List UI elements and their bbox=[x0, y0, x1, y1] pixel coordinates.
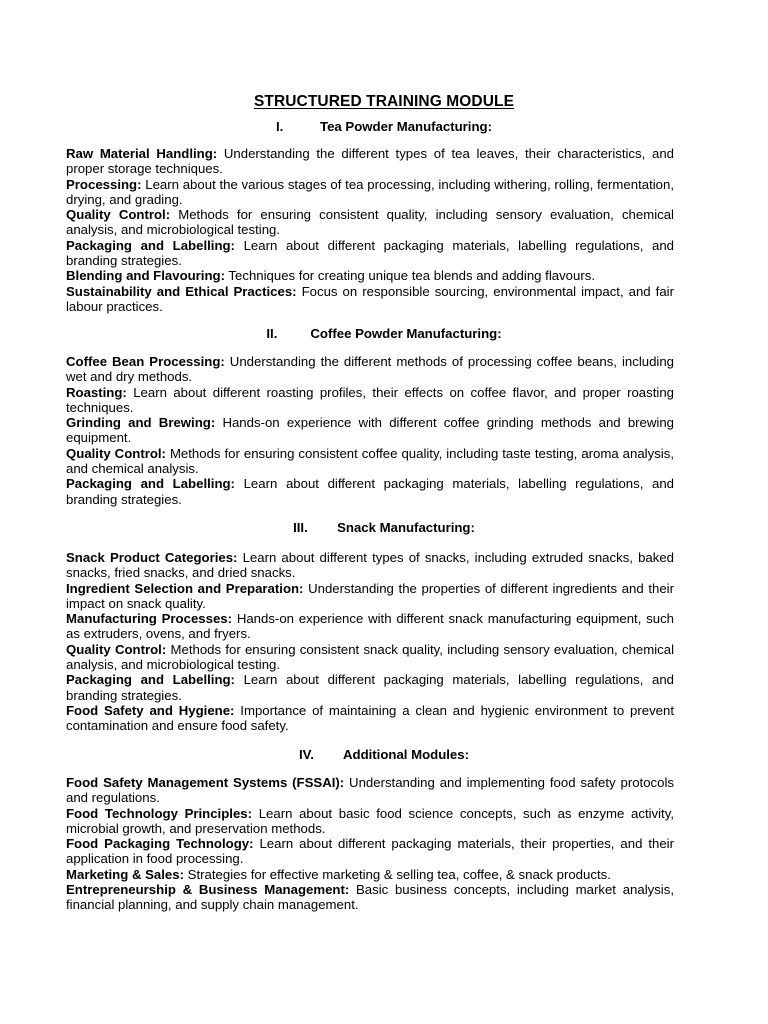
list-item bbox=[66, 867, 674, 882]
section-body bbox=[66, 354, 674, 507]
list-item bbox=[66, 611, 674, 642]
section-heading bbox=[0, 119, 768, 135]
list-item bbox=[66, 836, 674, 867]
item-label: Food Safety and Hygiene: bbox=[66, 702, 235, 718]
list-item bbox=[66, 268, 674, 283]
item-text: Learn about the various stages of tea processing, including withering, rolling, fermentation, drying, and grading. bbox=[66, 176, 674, 207]
item-label: Food Packaging Technology: bbox=[66, 836, 254, 852]
list-item bbox=[66, 703, 674, 734]
item-label: Packaging and Labelling: bbox=[66, 237, 235, 253]
item-label: Marketing & Sales: bbox=[66, 866, 184, 882]
item-text: Learn about basic food science concepts, such as enzyme activity, microbial growth, and preservation methods. bbox=[66, 805, 674, 836]
item-label: Packaging and Labelling: bbox=[66, 476, 235, 492]
section-heading-text: Additional Modules: bbox=[342, 747, 469, 762]
item-text: Hands-on experience with different snack manufacturing equipment, such as extruders, ovens, and fryers. bbox=[66, 611, 675, 642]
item-label: Processing: bbox=[66, 176, 142, 192]
list-item bbox=[66, 385, 674, 416]
section-heading-text: Coffee Powder Manufacturing: bbox=[310, 326, 502, 341]
item-label: Raw Material Handling: bbox=[66, 146, 218, 161]
list-item bbox=[66, 775, 674, 806]
section-heading-text: Snack Manufacturing: bbox=[337, 520, 475, 535]
item-text: Understanding the properties of different ingredients and their impact on snack quality. bbox=[66, 580, 674, 611]
item-text: Hands-on experience with different coffee grinding methods and brewing equipment. bbox=[66, 415, 674, 446]
item-text: Techniques for creating unique tea blends and adding flavours. bbox=[228, 268, 595, 284]
item-label: Coffee Bean Processing: bbox=[66, 354, 225, 369]
item-label: Ingredient Selection and Preparation: bbox=[66, 580, 304, 596]
list-item bbox=[66, 672, 674, 703]
item-text: Strategies for effective marketing & selling tea, coffee, & snack products. bbox=[187, 866, 611, 882]
item-text: Methods for ensuring consistent snack quality, including sensory evaluation, chemical analysis, and microbiological testing. bbox=[66, 641, 675, 673]
list-item bbox=[66, 207, 674, 238]
list-item bbox=[66, 476, 674, 507]
item-label: Snack Product Categories: bbox=[66, 550, 238, 565]
list-item bbox=[66, 550, 674, 581]
section-heading-text: Tea Powder Manufacturing: bbox=[320, 119, 492, 134]
item-label: Blending and Flavouring: bbox=[66, 268, 225, 284]
list-item bbox=[66, 581, 674, 612]
list-item bbox=[66, 446, 674, 477]
item-text: Learn about different packaging materials, labelling regulations, and branding strategies. bbox=[66, 672, 674, 703]
item-text: Learn about different packaging materials, labelling regulations, and branding strategies. bbox=[66, 237, 674, 269]
item-text: Learn about different types of snacks, including extruded snacks, baked snacks, fried snacks, and dried snacks. bbox=[66, 550, 675, 581]
section-heading bbox=[0, 520, 768, 536]
item-text: Learn about different roasting profiles, their effects on coffee flavor, and proper roasting techniques. bbox=[66, 384, 674, 415]
item-text: Learn about different packaging materials, their properties, and their application in food processing. bbox=[66, 836, 674, 867]
item-label: Entrepreneurship & Business Management: bbox=[66, 882, 350, 898]
document-title: STRUCTURED TRAINING MODULE bbox=[253, 93, 515, 110]
section-heading bbox=[0, 326, 768, 342]
item-text: Understanding the different types of tea leaves, their characteristics, and proper storage techniques. bbox=[66, 146, 674, 177]
item-label: Packaging and Labelling: bbox=[66, 672, 235, 688]
item-text: Learn about different packaging materials, labelling regulations, and branding strategies. bbox=[66, 476, 674, 507]
list-item bbox=[66, 415, 674, 446]
item-text: Basic business concepts, including market analysis, financial planning, and supply chain management. bbox=[66, 882, 674, 913]
list-item bbox=[66, 177, 674, 208]
item-text: Methods for ensuring consistent coffee quality, including taste testing, aroma analysis, and chemical analysis. bbox=[66, 445, 674, 477]
item-text: Understanding the different methods of processing coffee beans, including wet and dry methods. bbox=[66, 354, 675, 385]
section-body bbox=[66, 146, 674, 314]
list-item bbox=[66, 806, 674, 837]
item-label: Quality Control: bbox=[66, 207, 171, 223]
list-item bbox=[66, 354, 674, 385]
item-text: Focus on responsible sourcing, environmental impact, and fair labour practices. bbox=[66, 283, 674, 314]
item-label: Roasting: bbox=[66, 384, 127, 400]
item-label: Sustainability and Ethical Practices: bbox=[66, 283, 297, 299]
list-item bbox=[66, 882, 674, 913]
section-heading bbox=[0, 747, 768, 763]
item-label: Grinding and Brewing: bbox=[66, 415, 216, 431]
item-label: Food Technology Principles: bbox=[66, 805, 253, 821]
section-number: III. bbox=[293, 520, 308, 535]
item-text: Methods for ensuring consistent quality, including sensory evaluation, chemical analysis, and microbiological testing. bbox=[66, 207, 674, 238]
item-label: Quality Control: bbox=[66, 641, 167, 657]
list-item bbox=[66, 284, 674, 315]
section-body bbox=[66, 550, 674, 734]
item-label: Manufacturing Processes: bbox=[66, 611, 233, 627]
item-text: Understanding and implementing food safety protocols and regulations. bbox=[66, 775, 674, 806]
item-label: Food Safety Management Systems (FSSAI): bbox=[66, 775, 345, 790]
section-number: II. bbox=[266, 326, 278, 341]
list-item bbox=[66, 238, 674, 269]
section-body bbox=[66, 775, 674, 913]
section-number: IV. bbox=[298, 747, 314, 762]
section-number: I. bbox=[276, 119, 284, 134]
list-item bbox=[66, 146, 674, 177]
item-text: Importance of maintaining a clean and hygienic environment to prevent contamination and ensure food safety. bbox=[66, 702, 675, 734]
item-label: Quality Control: bbox=[66, 445, 166, 461]
list-item bbox=[66, 642, 674, 673]
